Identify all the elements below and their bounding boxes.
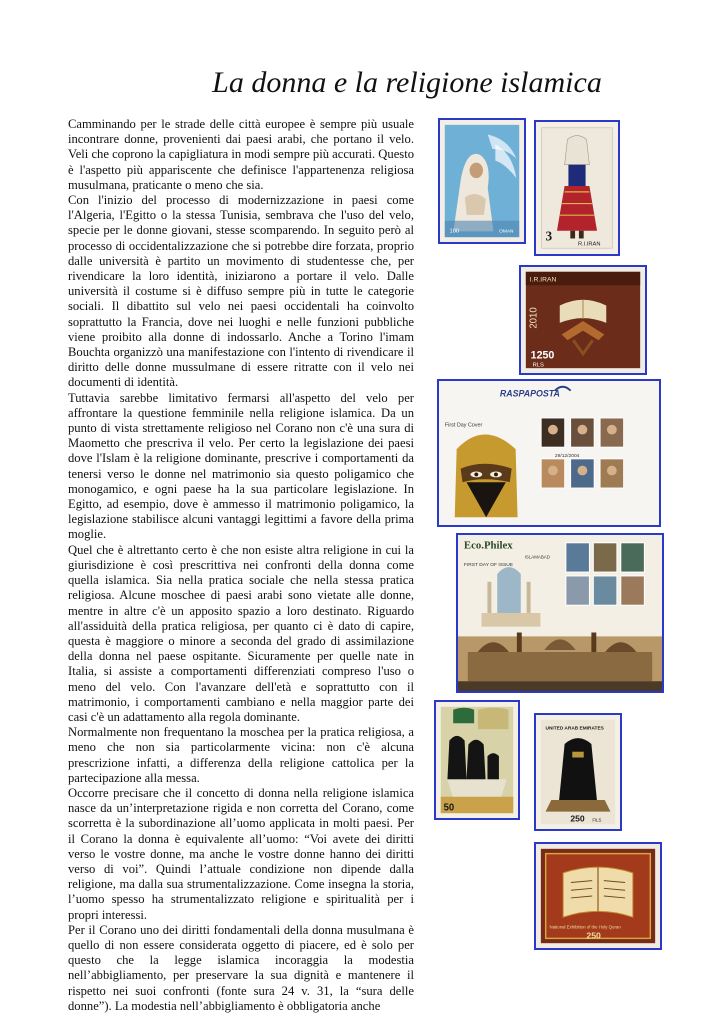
first-day-cover-1: [437, 379, 661, 527]
paragraph: Occorre precisare che il concetto di donna nella religione islamica nasce da un’interpretazione rigida e non corretta del Corano, come scorretta è la subordinazione all’uomo applicata in molti paesi. Per il Corano la donna è equivalente all’uomo: “Voi avete dei diritti verso le vostre donne, ma anche le vostre donne hanno dei diritti verso di voi”. Quindi l’attuale condizione non dipende dalla religione, ma dalla sua strumentalizzazione. Come insegna la storia, l’uomo spesso ha strumentalizzato religione e spiritualità per i propri interessi.: [68, 785, 414, 922]
stamp-iran-quran-value: 1250: [530, 349, 555, 362]
paragraph: Camminando per le strade delle città europee è sempre più usuale incontrare donne, provenienti dai paesi arabi, che portano il velo. Veli che coprono la capigliatura in modi sempre più accurati. Questo è l'aspetto più appariscente che definisce l'appartenenza religiosa musulmana, praticante o meno che sia.: [68, 117, 414, 192]
stamp-uae-value: 250: [570, 813, 585, 824]
stamp-iran-quran-currency: RLS: [532, 362, 544, 369]
stamp-uae-country: UNITED ARAB EMIRATES: [545, 726, 604, 732]
page-title: La donna e la religione islamica: [212, 66, 602, 99]
article-body: [68, 117, 414, 1014]
stamp-iran-quran-image: [521, 267, 645, 373]
first-day-cover-1-image: [439, 381, 659, 525]
first-day-cover-2: [456, 533, 664, 693]
stamp-saudi-family: [434, 700, 520, 820]
stamp-quran-exhibition: [534, 842, 662, 950]
paragraph: Per il Corano uno dei diritti fondamentali della donna musulmana è quello di non essere considerata oggetto di piacere, ed è solo per questo che la legge islamica incoraggia la modestia nell’abbigliamento, per preservare la sua dignità e mantenere il rispetto nei suoi confronti (fonte sura 24 v. 31, la “sura delle donne”). La modestia nell’abbigliamento è obbligatoria anche: [68, 922, 414, 1013]
stamp-iran-costume-image: [536, 122, 618, 254]
stamp-quran-value: 250: [586, 930, 601, 941]
stamp-iran-costume-country: R.I.IRAN: [577, 241, 601, 248]
stamp-oman-country: OMAN: [499, 229, 514, 235]
cover-2-label: FIRST DAY OF ISSUE: [463, 563, 514, 569]
stamp-iran-quran-year: 2010: [528, 307, 540, 329]
stamp-saudi-family-image: [436, 702, 518, 818]
stamp-quran-exhibition-image: [536, 844, 660, 948]
cover-1-label: First Day Cover: [444, 422, 483, 429]
stamp-saudi-value: 50: [443, 802, 455, 814]
stamp-uae-currency: FILS: [592, 817, 602, 823]
first-day-cover-2-image: [458, 535, 662, 691]
stamp-uae-image: [536, 715, 620, 829]
cover-2-brand: Eco.Philex: [463, 539, 513, 552]
paragraph: Quel che è altrettanto certo è che non esiste altra religione in cui la giurisdizione è così prescrittiva nei confronti della donna come quella islamica. Sia nella pratica sociale che nella stessa pratica religiosa. Alcune moschee di paesi arabi sono vietate alle donne, mentre in altre c'è un apposito spazio a loro destinato. Riguardo all'assiduità della pratica religiosa, per quanto ci è dato di capire, questa è maggiore o minore a seconda del grado di assimilazione della donna nel paese ospitante. Sicuramente per quelle nate in Italia, si assiste a comportamenti differenziati compreso l'uso o meno del velo. Con l'avanzare dell'età e soprattutto con il matrimonio, i comportamenti cambiano e nella maggior parte dei casi c'è un adattamento alla regola dominante.: [68, 542, 414, 724]
cover-1-date: 29/12/2004: [554, 453, 580, 459]
stamp-iran-quran-country: I.R.IRAN: [529, 276, 557, 284]
stamp-quran-caption: National Exhibition of the Holy Quran: [549, 924, 621, 930]
stamp-uae: [534, 713, 622, 831]
paragraph: Normalmente non frequentano la moschea per la pratica religiosa, a meno che non sia particolarmente vicina: non c'è alcuna prescrizione infatti, a differenza della religione cattolica per la partecipazione alla messa.: [68, 725, 414, 785]
paragraph: Tuttavia sarebbe limitativo fermarsi all'aspetto del velo per affrontare la questione femminile nella religione islamica. Da un punto di vista strettamente religioso nel Corano non c'è una sura di Maometto che prescriva il velo. Per certo la legislazione dei paesi dove l'Islam è la religione dominante, prescrive i comportamenti da tenersi verso le donne nel matrimonio sia questo poligamico che monogamico, e ogni paese ha la sua particolare legislazione. In Egitto, ad esempio, dove è ammesso il matrimonio poligamico, la legislazione stabilisce alcuni vantaggi legittimi a favore della prima moglie.: [68, 390, 414, 542]
stamp-oman: [438, 118, 526, 244]
cover-1-brand: RASPAPOSTA: [499, 388, 560, 399]
stamp-iran-quran: [519, 265, 647, 375]
stamp-oman-image: [440, 120, 524, 242]
stamp-iran-costume-value: 3: [545, 228, 553, 244]
stamp-iran-costume: [534, 120, 620, 256]
cover-2-city: ISLAMABAD: [524, 554, 550, 560]
stamp-oman-value: 100: [449, 228, 460, 235]
paragraph: Con l'inizio del processo di modernizzazione in paesi come l'Algeria, l'Egitto o la stessa Tunisia, sembrava che l'uso del velo, specie per le donne giovani, stesse scomparendo. In seguito però al processo di occidentalizzazione che si potrebbe dire forzata, proprio dalle università è partito un movimento di studentesse che, per rivendicare la loro identità, iniziarono a portare il velo. Dalle università il costume si è diffuso sempre più in tutte le categorie sociali. Il dibattito sul velo nei paesi occidentali ha coinvolto soprattutto la Francia, dove nei luoghi e nelle funzioni pubbliche viene proibito alla donne di indossarlo. Anche a Torino l'imam Bouchta organizzò una manifestazione con l'intento di rivendicare il diritto delle donne mussulmane di essere ritratte con il velo nei documenti di identità.: [68, 193, 414, 390]
